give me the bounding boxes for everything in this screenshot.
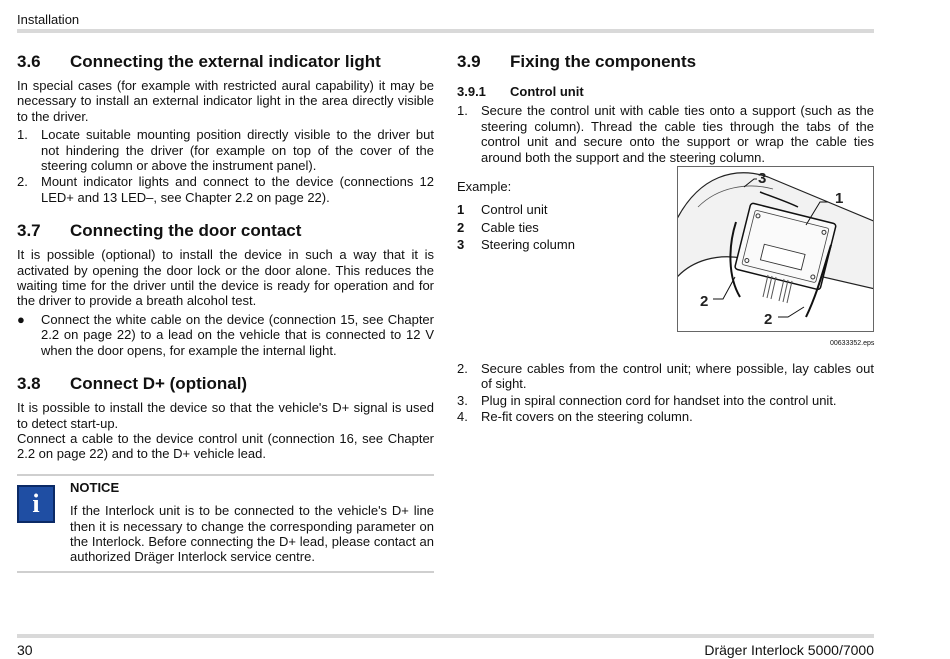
numbered-list [457,103,874,165]
section-heading-3-8 [17,374,434,394]
list-marker: 1. [17,127,28,143]
list-item-text: Plug in spiral connection cord for handset into the control unit. [481,392,837,408]
list-item-text: Locate suitable mounting position directly visible to the driver but not hindering the driver (for example on top of the cover of the steering column or above the instrument panel). [41,127,434,174]
section-heading-3-7 [17,221,434,241]
callout-line-2a [713,277,735,299]
page-number: 30 [17,642,33,658]
bullet-icon: ● [17,311,25,327]
running-header: Installation [17,12,80,27]
legend-row [457,237,657,252]
figure-caption: 00633352.eps [830,340,875,348]
legend-number: 1 [457,202,465,218]
legend-label: Steering column [481,237,575,253]
list-marker: 2. [457,361,468,377]
list-item-text: Re-fit covers on the steering column. [481,409,693,425]
control-unit-figure [677,166,874,332]
figure-legend [457,179,657,255]
list-marker: 2. [17,174,28,190]
subsection-number: 3.9.1 [457,84,486,99]
callout-label-3: 3 [758,170,767,188]
list-item [457,409,874,424]
list-item [17,174,434,205]
product-name: Dräger Interlock 5000/7000 [704,642,874,658]
control-unit-illustration [678,167,874,332]
footer-rule [17,634,874,638]
section-title: Fixing the components [510,52,697,71]
example-area [457,170,875,348]
bullet-list [17,312,434,358]
paragraph: Connect a cable to the device control unit (connection 16, see Chapter 2.2 on page 22) and to the D+ vehicle lead. [17,430,434,462]
notice-text: If the Interlock unit is to be connected to the vehicle's D+ line then it is necessary to change the corresponding parameter on the Interlock. Before connecting the D+ lead, please contact an authorized Dräger Interlock service centre. [70,503,434,565]
numbered-list [17,127,434,205]
legend-number: 3 [457,237,465,253]
section-number: 3.9 [457,52,481,71]
section-title: Connecting the external indicator light [70,52,381,71]
list-item [457,361,874,392]
subsection-heading-3-9-1 [457,84,874,99]
list-item-text: Secure the control unit with cable ties onto a support (such as the steering column). Thread the cable ties through the tabs of the control unit and secure onto the support or wrap the cable ties around both the support and the steering column. [481,103,874,165]
callout-label-2a: 2 [700,293,709,311]
callout-line-2b [778,307,804,317]
paragraph: It is possible (optional) to install the device in such a way that it is activated by opening the door lock or the door alone. This reduces the waiting time for the driver until the device is ready for operation and for the driver to provide a breath alcohol test. [17,247,434,309]
legend-row [457,202,657,217]
list-item [17,127,434,173]
section-heading-3-6 [17,52,434,72]
callout-label-2b: 2 [764,311,773,329]
list-item [457,103,874,165]
paragraph: In special cases (for example with restricted aural capability) it may be necessary to install an external indicator light in the area directly visible to the driver. [17,78,434,124]
section-number: 3.8 [17,374,41,394]
info-icon: i [17,485,55,523]
example-label: Example: [457,179,512,195]
list-item-text: Mount indicator lights and connect to the device (connections 12 LED+ and 13 LED–, see Chapter 2.2 on page 22). [41,174,434,205]
header-rule [17,29,874,33]
legend-label: Control unit [481,202,548,218]
list-item [17,312,434,358]
list-marker: 4. [457,409,468,425]
section-title: Connect D+ (optional) [70,374,248,394]
notice-title: NOTICE [70,479,120,495]
legend-number: 2 [457,219,465,235]
numbered-list [457,361,874,425]
right-column [457,52,874,426]
section-number: 3.7 [17,221,41,241]
section-title: Connecting the door contact [70,221,302,241]
section-heading-3-9 [457,52,874,72]
section-number: 3.6 [17,52,41,71]
list-marker: 3. [457,392,468,408]
left-column [17,52,434,573]
list-item [457,393,874,408]
subsection-title: Control unit [510,84,584,99]
legend-row [457,220,657,235]
callout-label-1: 1 [835,190,844,208]
notice-box [17,474,434,573]
list-marker: 1. [457,103,468,119]
paragraph: It is possible to install the device so that the vehicle's D+ signal is used to detect start-up. [17,400,434,431]
list-item-text: Connect the white cable on the device (connection 15, see Chapter 2.2 on page 22) to a lead on the vehicle that is connected to 12 V when the door opens, for example the internal light. [41,311,434,358]
list-item-text: Secure cables from the control unit; where possible, lay cables out of sight. [481,361,874,392]
legend-label: Cable ties [481,219,539,235]
